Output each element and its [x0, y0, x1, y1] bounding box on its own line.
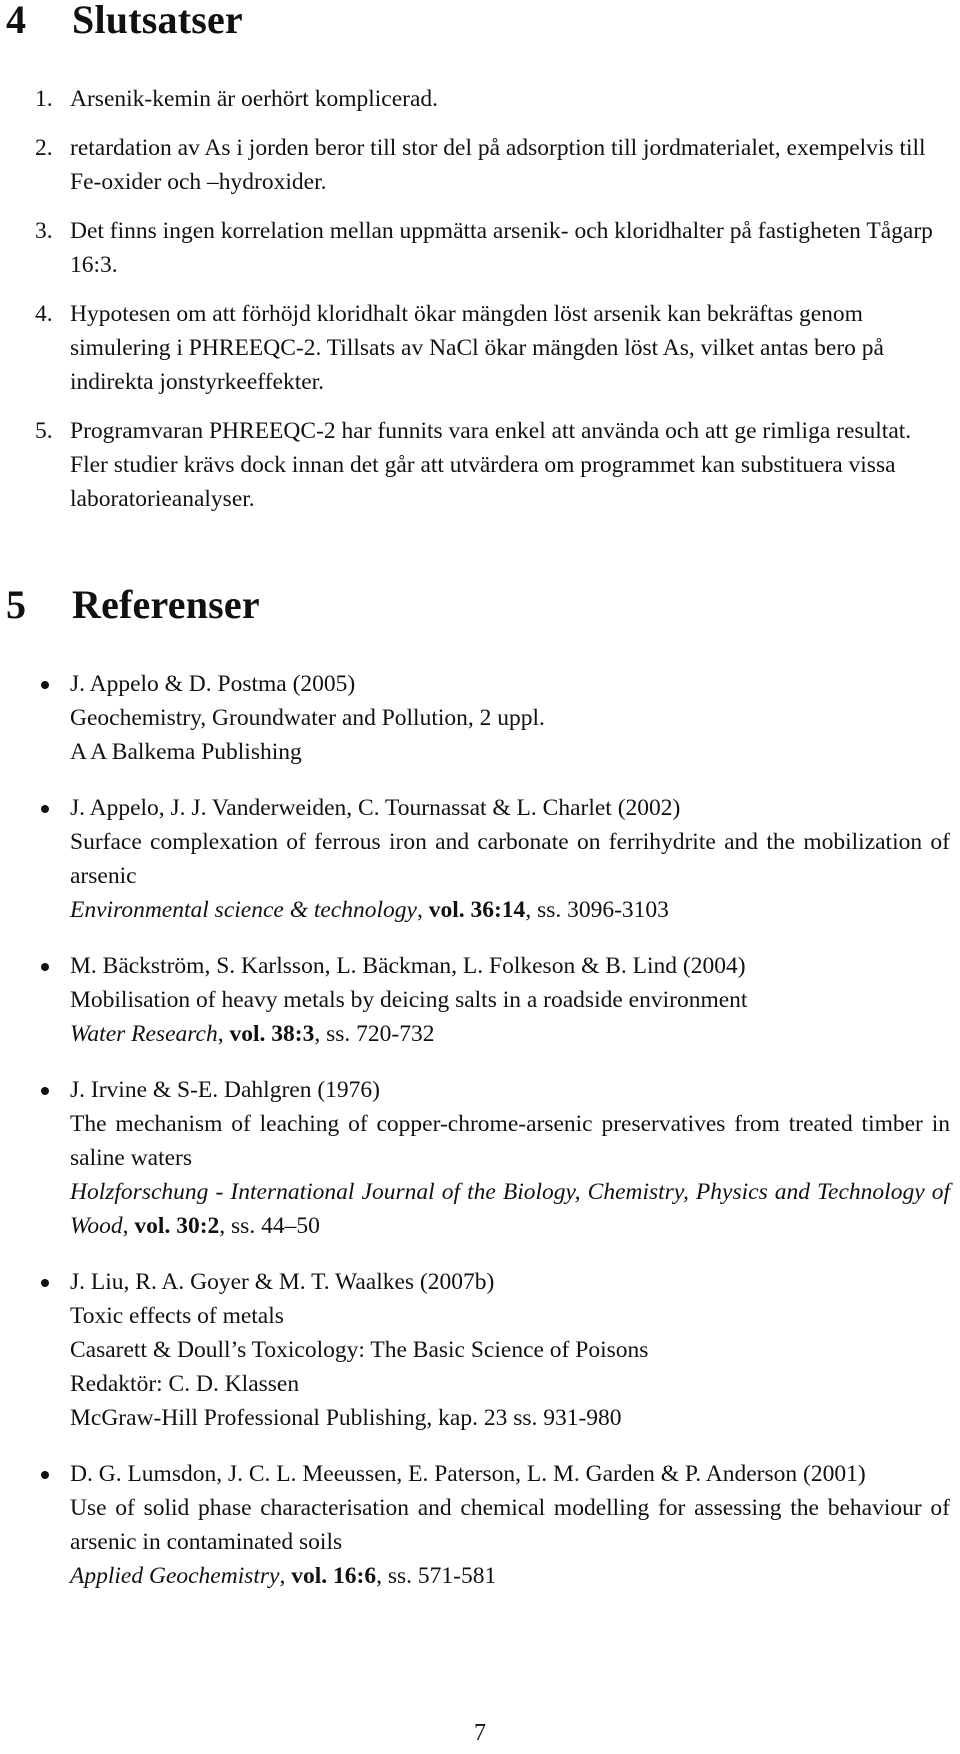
item-number: 1. [35, 86, 53, 112]
item-number: 5. [35, 418, 53, 444]
ref-title: Mobilisation of heavy metals by deicing salts in a roadside environment [70, 987, 748, 1013]
ref-journal: Environmental science & technology [70, 897, 417, 923]
section-number: 4 [6, 0, 27, 42]
ref-source: Holzforschung - International Journal of the Biology, Chemistry, Physics and Technology of Wood, vol. 30:2, ss. 44–50 [70, 1179, 950, 1239]
ref-volume: vol. 16:6 [291, 1563, 377, 1589]
ref-title: The mechanism of leaching of copper-chrome-arsenic preservatives from treated timber in saline waters [70, 1111, 950, 1171]
reference-item [0, 949, 950, 1051]
item-number: 2. [35, 135, 53, 161]
ref-authors: J. Appelo & D. Postma (2005) [70, 671, 356, 697]
reference-list [0, 667, 950, 1615]
ref-journal: Water Research [70, 1021, 218, 1047]
ref-source: Environmental science & technology, vol. 36:14, ss. 3096-3103 [70, 897, 669, 923]
conclusion-item [0, 131, 940, 199]
ref-publisher: McGraw-Hill Professional Publishing, kap. 23 ss. 931-980 [70, 1405, 622, 1431]
section-heading-slutsatser [6, 0, 243, 40]
conclusion-item [0, 414, 940, 516]
reference-item [0, 667, 950, 769]
item-text: Arsenik-kemin är oerhört komplicerad. [70, 86, 439, 112]
item-text: Hypotesen om att förhöjd kloridhalt ökar mängden löst arsenik kan bekräftas genom simulering i PHREEQC-2. Tillsats av NaCl ökar mängden löst As, vilket antas bero på indirekta jonstyrkeeffekter. [70, 301, 884, 395]
bullet-icon [41, 963, 49, 971]
ref-authors: D. G. Lumsdon, J. C. L. Meeussen, E. Paterson, L. M. Garden & P. Anderson (2001) [70, 1461, 866, 1487]
ref-volume: vol. 30:2 [134, 1213, 220, 1239]
section-title: Referenser [72, 582, 260, 627]
ref-journal: Applied Geochemistry [70, 1563, 280, 1589]
section-title: Slutsatser [72, 0, 243, 42]
ref-title: Surface complexation of ferrous iron and carbonate on ferrihydrite and the mobilization of arsenic [70, 829, 950, 889]
ref-title: Toxic effects of metals [70, 1303, 284, 1329]
ref-volume: vol. 38:3 [229, 1021, 315, 1047]
conclusion-item [0, 297, 940, 399]
conclusion-item [0, 82, 940, 116]
bullet-icon [41, 805, 49, 813]
reference-item [0, 1265, 950, 1435]
ref-pages: , ss. 3096-3103 [525, 897, 669, 923]
item-text: Programvaran PHREEQC-2 har funnits vara enkel att använda och att ge rimliga resultat. Fler studier krävs dock innan det går att utvärdera om programmet kan substituera vissa laboratorieanalyser. [70, 418, 912, 512]
ref-book: Casarett & Doull’s Toxicology: The Basic Science of Poisons [70, 1337, 649, 1363]
ref-title: Geochemistry, Groundwater and Pollution, 2 uppl. [70, 705, 545, 731]
item-text: retardation av As i jorden beror till stor del på adsorption till jordmaterialet, exempelvis till Fe-oxider och –hydroxider. [70, 135, 926, 195]
ref-authors: M. Bäckström, S. Karlsson, L. Bäckman, L. Folkeson & B. Lind (2004) [70, 953, 746, 979]
page-number: 7 [474, 1720, 486, 1746]
ref-authors: J. Irvine & S-E. Dahlgren (1976) [70, 1077, 380, 1103]
ref-publisher: A A Balkema Publishing [70, 739, 302, 765]
reference-item [0, 1457, 950, 1593]
ref-journal: Holzforschung - International Journal of the Biology, Chemistry, Physics and Technology of Wood [70, 1179, 950, 1239]
bullet-icon [41, 681, 49, 689]
item-number: 3. [35, 218, 53, 244]
conclusion-item [0, 214, 940, 282]
item-text: Det finns ingen korrelation mellan uppmätta arsenik- och kloridhalter på fastigheten Tågarp 16:3. [70, 218, 933, 278]
ref-pages: , ss. 720-732 [314, 1021, 435, 1047]
ref-source: Applied Geochemistry, vol. 16:6, ss. 571-581 [70, 1563, 497, 1589]
reference-item [0, 1073, 950, 1243]
ref-authors: J. Appelo, J. J. Vanderweiden, C. Tournassat & L. Charlet (2002) [70, 795, 681, 821]
item-number: 4. [35, 301, 53, 327]
ref-editor: Redaktör: C. D. Klassen [70, 1371, 300, 1397]
section-heading-referenser [6, 582, 260, 627]
bullet-icon [41, 1087, 49, 1095]
reference-item [0, 791, 950, 927]
ref-pages: , ss. 44–50 [219, 1213, 320, 1239]
ref-source: Water Research, vol. 38:3, ss. 720-732 [70, 1021, 435, 1047]
bullet-icon [41, 1279, 49, 1287]
bullet-icon [41, 1471, 49, 1479]
ref-authors: J. Liu, R. A. Goyer & M. T. Waalkes (2007b) [70, 1269, 495, 1295]
ref-title: Use of solid phase characterisation and chemical modelling for assessing the behaviour of arsenic in contaminated soils [70, 1495, 950, 1555]
ref-pages: , ss. 571-581 [376, 1563, 497, 1589]
section-number: 5 [6, 582, 27, 627]
ref-volume: vol. 36:14 [428, 897, 526, 923]
conclusions-list [0, 82, 940, 531]
